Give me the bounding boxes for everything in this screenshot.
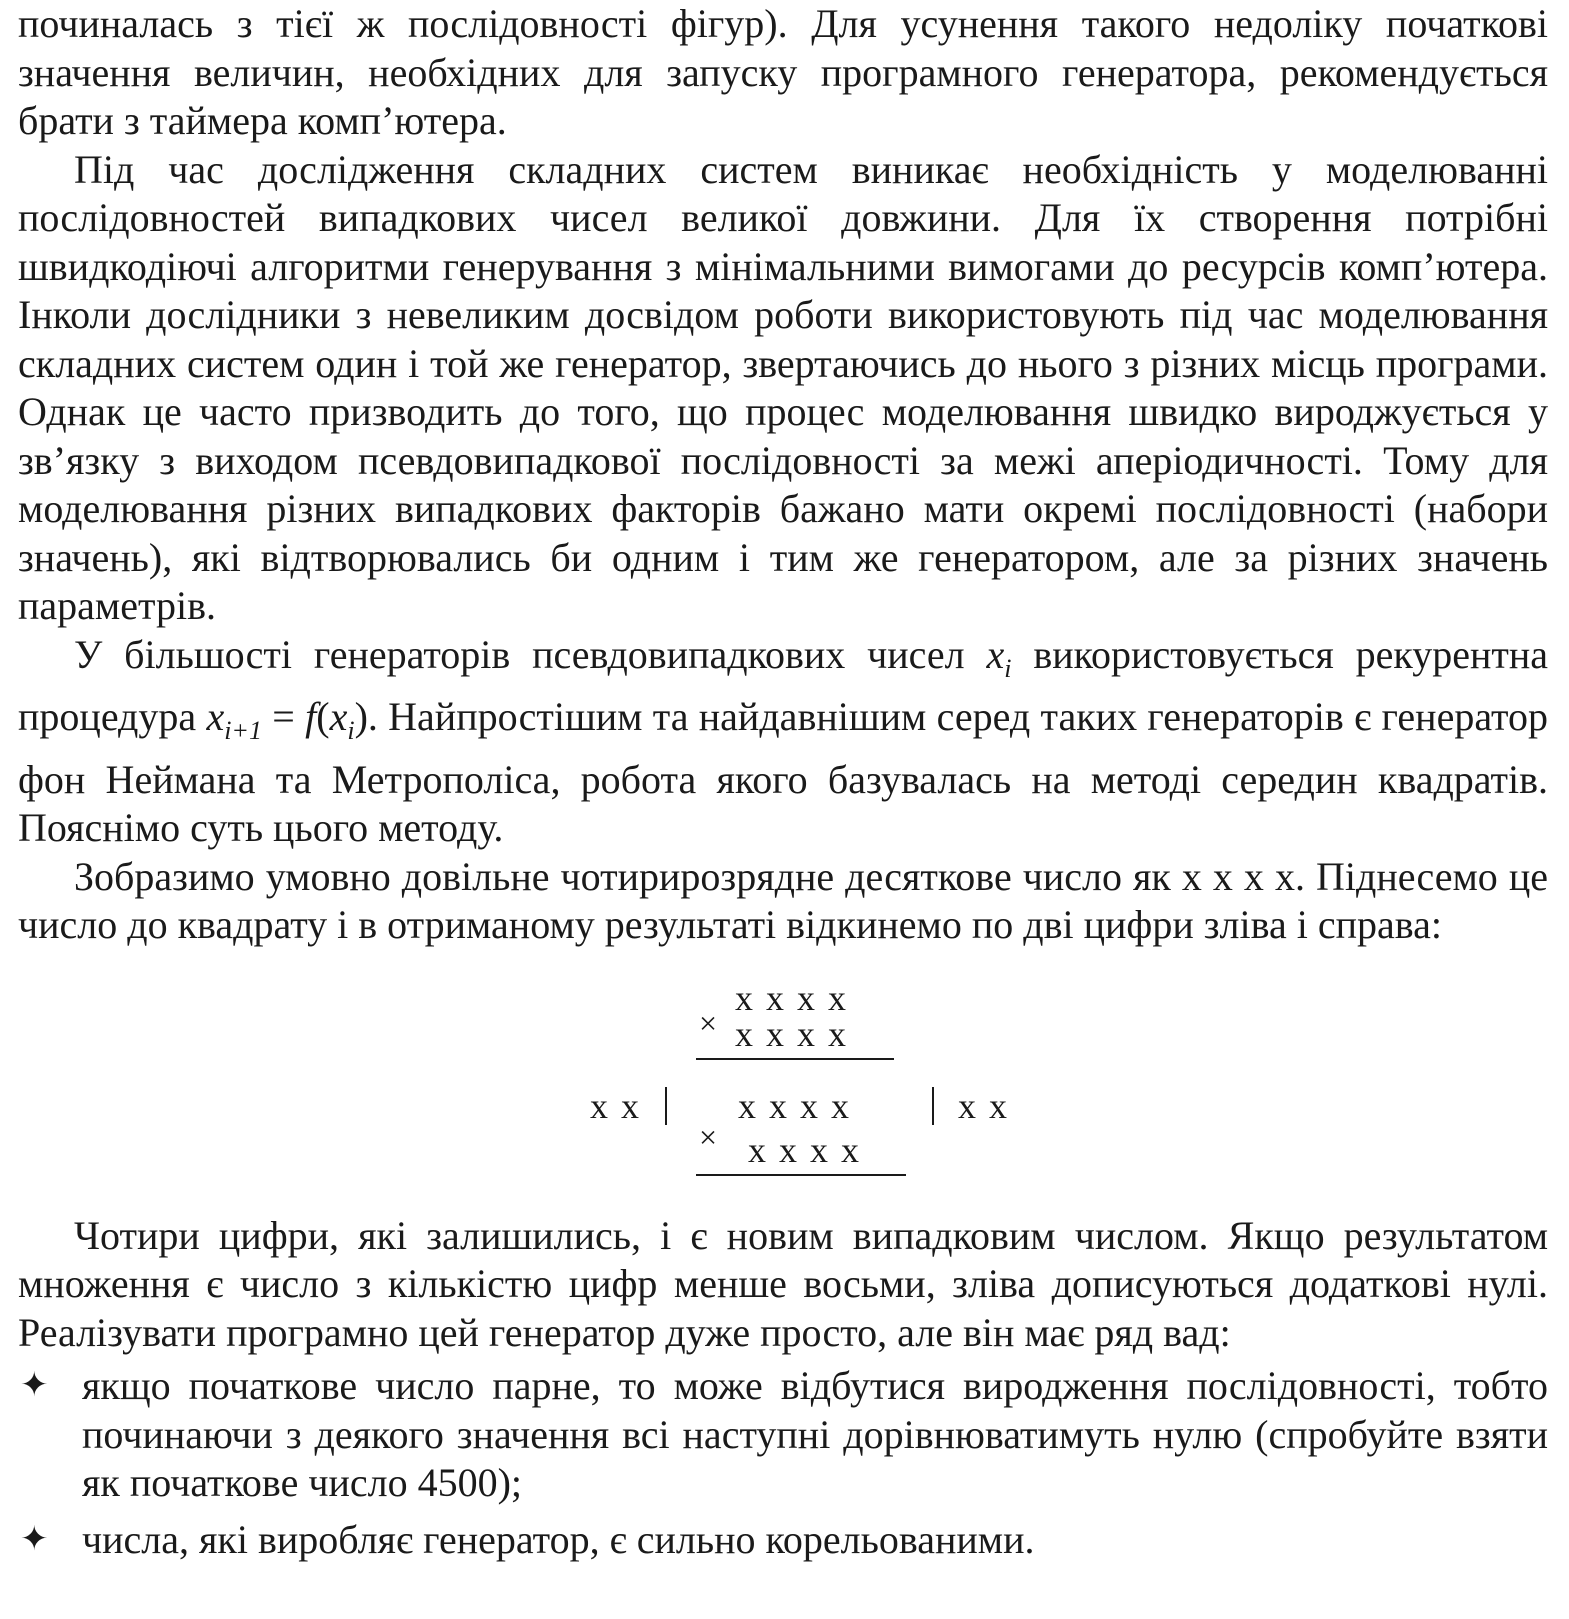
underline-rule (696, 1058, 894, 1060)
list-item (18, 1516, 1548, 1565)
formula-x: x (329, 694, 348, 739)
formula-subscript: i+1 (224, 716, 262, 745)
document-page (18, 0, 1548, 1564)
drawbacks-list (18, 1362, 1548, 1564)
text-span: У більшості генераторів псевдовипадкових чисел (74, 631, 987, 677)
list-item-text: якщо початкове число парне, то може відбутися виродження послідовності, тобто починаючи з деякого значення всі наступні дорівнюватимуть нулю (спробуйте взяти як початкове число 4500); (82, 1363, 1548, 1505)
square-multiplication-scheme (0, 978, 1530, 1213)
variable-x: x (986, 631, 1005, 677)
star-bullet-icon: ✦ (20, 1367, 49, 1404)
list-item-text: числа, які виробляє генератор, є сильно корельованими. (82, 1516, 1035, 1562)
multiplier-row: x x x x (735, 1014, 848, 1054)
list-item (18, 1362, 1548, 1508)
subscript-i: i (1004, 653, 1012, 683)
formula-subscript: i (347, 716, 355, 745)
times-sign: × (699, 1119, 718, 1155)
multiplicand-row: x x x x (735, 978, 848, 1018)
text-span: використовується рекурентна процедура (18, 631, 1548, 739)
formula-equals: = (261, 694, 306, 739)
left-divider (665, 1087, 667, 1125)
formula-paren: ) (354, 694, 368, 739)
right-divider (932, 1087, 934, 1125)
star-bullet-icon: ✦ (20, 1520, 49, 1558)
paragraph-recurrent-procedure (18, 631, 1548, 853)
formula-x: x (206, 694, 225, 739)
formula-f: f (305, 694, 317, 739)
paragraph-result: Чотири цифри, які залишились, і є новим випадковим числом. Якщо результатом множення є число з кількістю цифр менше восьми, зліва дописуються додаткові нулі. Реалізувати програмно цей генератор дуже просто, але він має ряд вад: (18, 1212, 1548, 1355)
discarded-right-digits: x x (958, 1086, 1009, 1126)
discarded-left-digits: x x (590, 1086, 641, 1126)
paragraph-continuation: починалась з тієї ж послідовності фігур). Для усунення такого недоліку початкові значення величин, необхідних для запуску програмного генератора, рекомендується брати з таймера комп’ютера. (18, 1, 1548, 143)
times-sign: × (699, 1005, 718, 1041)
text-span: . Найпростішим та найдавнішим серед таких генераторів є генератор фон Неймана та Метрополіса, робота якого базувалась на методі середин квадратів. Пояснімо суть цього методу. (18, 694, 1549, 850)
formula-paren: ( (316, 694, 330, 739)
product-middle-row: x x x x (738, 1086, 851, 1126)
product-second-row: x x x x (748, 1130, 861, 1170)
underline-rule (696, 1174, 906, 1176)
paragraph-four-digit: Зобразимо умовно довільне чотирирозрядне десяткове число як x x x x. Піднесемо це число до квадрату і в отриманому результаті відкинемо по дві цифри зліва і справа: (18, 853, 1548, 947)
paragraph-complex-systems: Під час дослідження складних систем виникає необхідність у моделюванні послідовностей випадкових чисел великої довжини. Для їх створення потрібні швидкодіючі алгоритми генерування з мінімальними вимогами до ресурсів комп’ютера. Інколи дослідники з невеликим досвідом роботи використовують під час моделювання складних систем один і той же генератор, звертаючись до нього з різних місць програми. Однак це часто призводить до того, що процес моделювання швидко вироджується у зв’язку з виходом псевдовипадкової послідовності за межі аперіодичності. Тому для моделювання різних випадкових факторів бажано мати окремі послідовності (набори значень), які відтворювались би одним і тим же генератором, але за різних значень параметрів. (18, 146, 1548, 628)
